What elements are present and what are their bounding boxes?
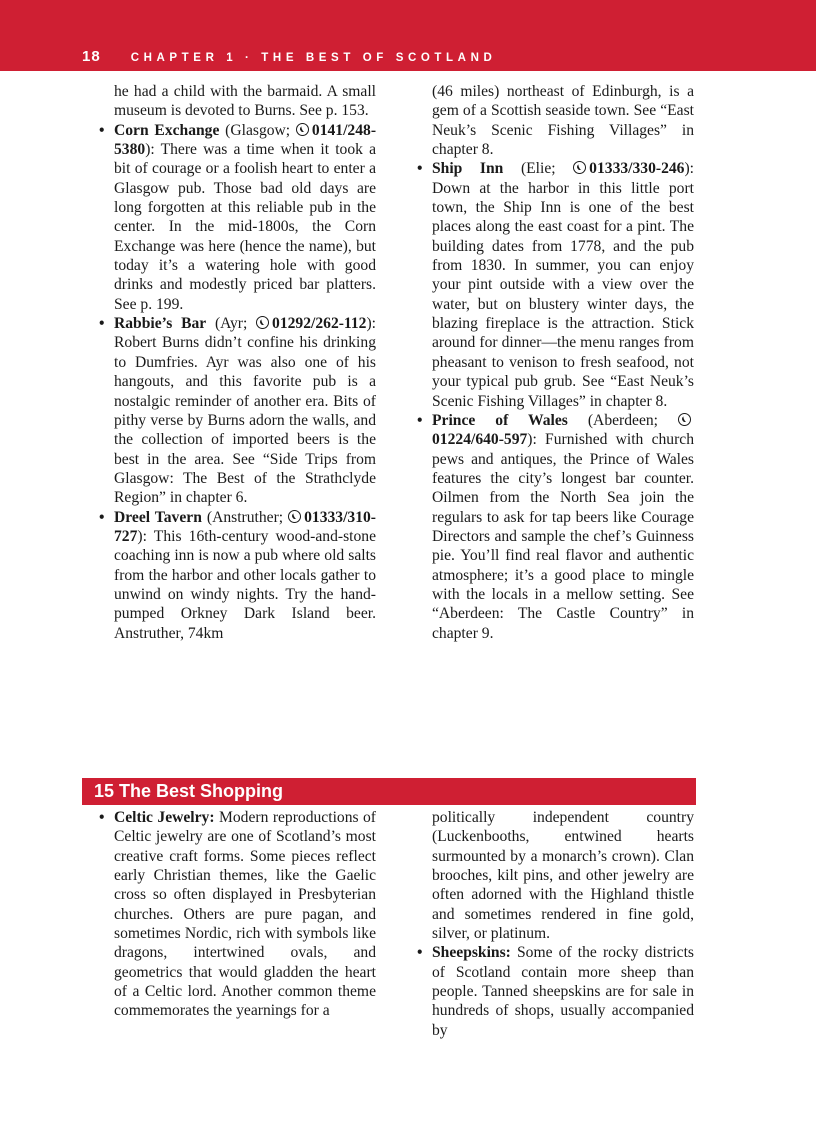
item-description: ): Down at the harbor in this little port town, the Ship Inn is one of the best places along the east coast for a pint. The building dates from 1778, and the pub from 1830. In summer, you can enjoy your pint outside with a view over the water, but on blustery winter days, the blazing fireplace is the attraction. Stick around for dinner—the menu ranges from pheasant to venison to fresh seafood, not your typical pub grub. See “East Neuk’s Scenic Fishing Villages” in chapter 8. xyxy=(432,160,694,410)
phone-icon xyxy=(296,123,309,136)
continued-paragraph: he had a child with the barmaid. A small museum is devoted to Burns. See p. 153. xyxy=(114,83,376,120)
list-item-corn-exchange xyxy=(114,121,376,314)
list-item-celtic-jewelry xyxy=(114,808,376,1021)
item-location: (Aberdeen; xyxy=(567,411,678,429)
pubs-column-left xyxy=(114,82,376,643)
shopping-column-left xyxy=(114,808,376,1021)
running-head xyxy=(82,48,496,68)
list-item-dreel-tavern xyxy=(114,508,376,643)
phone-icon xyxy=(256,316,269,329)
item-description: Some of the rocky districts of Scotland contain more sheep than people. Tanned sheepskins are for sale in hundreds of shops, usually accompanied by xyxy=(432,944,694,1039)
pub-list-left xyxy=(114,121,376,643)
item-description: Modern reproductions of Celtic jewelry are one of Scotland’s most creative craft forms. Some pieces reflect early Christian themes, like the Gaelic cross so often displayed in Presbyterian churches. Others are pure pagan, and sometimes Nordic, rich with symbols like dragons, intertwined ovals, and geometrics that would gladden the heart of a Celtic lord. Another common theme commemorates the yearnings for a xyxy=(114,809,376,1020)
phone-icon xyxy=(573,161,586,174)
pub-list-right xyxy=(432,159,694,643)
item-name: Rabbie’s Bar xyxy=(114,315,207,333)
list-item-prince-of-wales xyxy=(432,411,694,643)
phone-icon xyxy=(678,413,691,426)
list-item-rabbies-bar xyxy=(114,314,376,507)
item-name: Prince of Wales xyxy=(432,411,568,429)
phone-number: 0141/248-5380 xyxy=(114,121,377,159)
shopping-list-left xyxy=(114,808,376,1021)
item-description: ): This 16th-century wood-and-stone coaching inn is now a pub where old salts from the harbor and other locals gather to unwind on windy nights. Try the hand-pumped Orkney Dark Island beer. Anstruther, 74km xyxy=(114,527,376,642)
item-location: (Ayr; xyxy=(206,315,257,333)
item-description: ): There was a time when it took a bit of courage or a foolish heart to enter a Glasgow pub. Those bad old days are long forgotten at this reliable pub in the center. In the mid-1800s, the Corn Exchange was here (hence the name), but today it’s a watering hole with good drinks and modestly priced bar platters. See p. 199. xyxy=(114,141,376,313)
list-item-sheepskins xyxy=(432,943,694,1040)
phone-number: 01292/262-112 xyxy=(272,315,367,333)
item-name: Ship Inn xyxy=(432,160,504,178)
phone-number: 01224/640-597 xyxy=(432,431,528,449)
phone-icon xyxy=(288,510,301,523)
phone-number: 01333/330-246 xyxy=(589,160,685,178)
phone-number: 01333/310-727 xyxy=(114,508,376,545)
continued-paragraph: politically independent country (Luckenbooths, entwined hearts surmounted by a monarch’s crown). Clan brooches, kilt pins, and other jewelry are often adorned with the Highland thistle and sometimes rendered in fine gold, silver, or platinum. xyxy=(432,809,694,943)
pubs-column-right xyxy=(432,82,694,643)
item-name: Celtic Jewelry: xyxy=(114,809,215,826)
page-number: 18 xyxy=(82,48,101,65)
item-location: (Anstruther; xyxy=(201,508,289,526)
shopping-column-right xyxy=(432,808,694,1040)
item-name: Sheepskins: xyxy=(432,944,511,962)
item-description: ): Robert Burns didn’t confine his drinking to Dumfries. Ayr was also one of his hangouts, and this favorite pub is a nostalgic reminder of another era. Bits of pithy verse by Burns adorn the walls, and the collection of imported beers is the best in the area. See “Side Trips from Glasgow: The Best of the Strathclyde Region” in chapter 6. xyxy=(114,315,376,507)
shopping-list-right xyxy=(432,943,694,1040)
item-name: Dreel Tavern xyxy=(114,508,202,526)
item-description: ): Furnished with church pews and antiques, the Prince of Wales features the city’s longest bar counter. Oilmen from the North Sea join the regulars to ask for tap beers like Courage Directors and sample the chef’s Guinness pie. You’ll find real flavor and authentic atmosphere; it’s a good place to mingle with the locals in a mellow setting. See “Aberdeen: The Castle Country” in chapter 9. xyxy=(432,431,694,642)
item-location: (Elie; xyxy=(503,160,574,178)
section-heading-shopping: 15 The Best Shopping xyxy=(82,778,696,805)
item-location: (Glasgow; xyxy=(219,121,296,139)
chapter-title: CHAPTER 1 · THE BEST OF SCOTLAND xyxy=(130,52,497,64)
item-name: Corn Exchange xyxy=(114,121,220,139)
continued-paragraph: (46 miles) northeast of Edinburgh, is a gem of a Scottish seaside town. See “East Neuk’s Scenic Fishing Villages” in chapter 8. xyxy=(432,83,694,159)
list-item-ship-inn xyxy=(432,159,694,410)
